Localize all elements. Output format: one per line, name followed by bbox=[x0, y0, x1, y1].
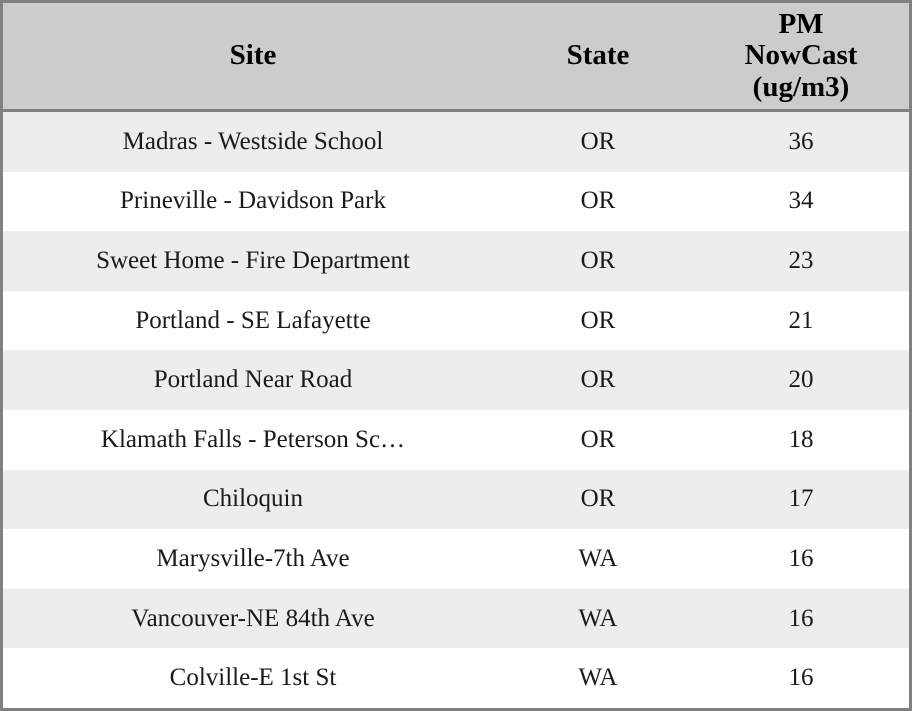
table-row bbox=[3, 648, 909, 708]
table-header bbox=[3, 3, 909, 110]
table-header-row bbox=[3, 3, 909, 110]
table-row bbox=[3, 231, 909, 291]
cell-site: Prineville - Davidson Park bbox=[120, 187, 386, 215]
cell-pm-nowcast: 23 bbox=[788, 246, 814, 274]
cell-site: Colville-E 1st St bbox=[169, 664, 337, 692]
cell-state: OR bbox=[580, 246, 616, 274]
column-header-state: State bbox=[503, 3, 693, 110]
cell-state: OR bbox=[580, 187, 616, 215]
table-row bbox=[3, 110, 909, 171]
column-header-pm-line3: (ug/m3) bbox=[752, 70, 850, 103]
cell-pm-nowcast: 21 bbox=[788, 306, 814, 334]
table-row bbox=[3, 291, 909, 351]
table-row bbox=[3, 410, 909, 470]
cell-state: WA bbox=[578, 604, 618, 632]
cell-pm-nowcast: 16 bbox=[788, 544, 814, 572]
column-header-pm-line1: PM bbox=[778, 8, 824, 40]
cell-state: WA bbox=[578, 544, 618, 572]
air-quality-table bbox=[3, 3, 909, 708]
cell-pm-nowcast: 16 bbox=[788, 664, 814, 692]
cell-state: OR bbox=[580, 306, 616, 334]
cell-state: OR bbox=[580, 485, 616, 513]
cell-state: OR bbox=[580, 127, 616, 155]
cell-site: Marysville-7th Ave bbox=[156, 544, 350, 572]
cell-pm-nowcast: 36 bbox=[788, 127, 814, 155]
table-row bbox=[3, 589, 909, 649]
cell-site: Portland Near Road bbox=[153, 366, 353, 394]
cell-pm-nowcast: 34 bbox=[788, 187, 814, 215]
table-row bbox=[3, 470, 909, 530]
cell-state: OR bbox=[580, 366, 616, 394]
table-row bbox=[3, 529, 909, 589]
cell-pm-nowcast: 18 bbox=[788, 425, 814, 453]
column-header-pm-nowcast bbox=[693, 3, 909, 110]
cell-site: Sweet Home - Fire Department bbox=[96, 246, 410, 274]
cell-site: Chiloquin bbox=[202, 485, 303, 513]
cell-site: Vancouver-NE 84th Ave bbox=[131, 604, 375, 632]
cell-site: Madras - Westside School bbox=[122, 127, 384, 155]
cell-pm-nowcast: 20 bbox=[788, 366, 814, 394]
table-row bbox=[3, 172, 909, 232]
table-row bbox=[3, 350, 909, 410]
cell-state: WA bbox=[578, 664, 618, 692]
cell-state: OR bbox=[580, 425, 616, 453]
cell-pm-nowcast: 16 bbox=[788, 604, 814, 632]
column-header-site: Site bbox=[3, 3, 503, 110]
cell-pm-nowcast: 17 bbox=[788, 485, 814, 513]
cell-site: Klamath Falls - Peterson Sc… bbox=[100, 425, 406, 453]
cell-site: Portland - SE Lafayette bbox=[135, 306, 371, 334]
column-header-pm-line2: NowCast bbox=[744, 39, 858, 72]
table-body bbox=[3, 110, 909, 708]
